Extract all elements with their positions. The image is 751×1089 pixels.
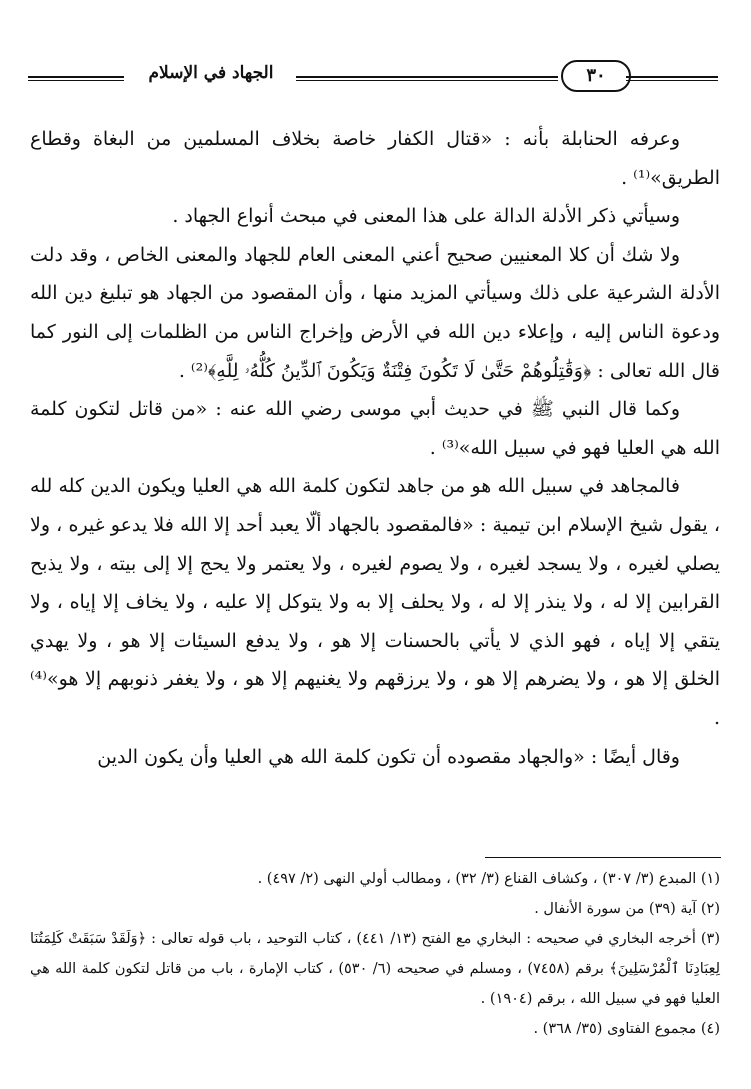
footnotes	[30, 864, 720, 1044]
paragraph: ولا شك أن كلا المعنيين صحيح أعني المعنى العام للجهاد والمعنى الخاص ، وقد دلت الأدلة الشرعية على ذلك وسيأتي المزيد منها ، وأن المقصود من الجهاد هو تبليغ دين الله ودعوة الناس إليه ، وإعلاء دين الله في الأرض وإخراج الناس من الظلمات إلى النور كما قال الله تعالى : ﴿وَقَٰتِلُوهُمْ حَتَّىٰ لَا تَكُونَ فِتْنَةٌ وَيَكُونَ ٱلدِّينُ كُلُّهُۥ لِلَّهِ﴾⁽²⁾ .	[30, 243, 720, 382]
header-rule-middle	[296, 76, 558, 81]
paragraph: وعرفه الحنابلة بأنه : «قتال الكفار خاصة بخلاف المسلمين من البغاة وقطاع الطريق»⁽¹⁾ .	[30, 128, 720, 189]
page-header	[28, 58, 718, 98]
footnote: (٣) أخرجه البخاري في صحيحه : البخاري مع الفتح (١٣/ ٤٤١) ، كتاب التوحيد ، باب قوله تعالى : ﴿وَلَقَدْ سَبَقَتْ كَلِمَتُنَا لِعِبَادِنَا ٱلْمُرْسَلِينَ﴾ برقم (٧٤٥٨) ، ومسلم في صحيحه (٦/ ٥٣٠) ، كتاب الإمارة ، باب من قاتل لتكون كلمة الله هي العليا فهو في سبيل الله ، برقم (١٩٠٤) .	[30, 931, 721, 1007]
header-rule-left	[28, 76, 124, 81]
footnote-separator	[485, 857, 721, 858]
page-number: ٣٠	[561, 60, 631, 92]
paragraph: وسيأتي ذكر الأدلة الدالة على هذا المعنى في مبحث أنواع الجهاد .	[172, 205, 680, 228]
header-rule-right	[626, 76, 718, 81]
footnote: (٢) آية (٣٩) من سورة الأنفال .	[534, 901, 720, 917]
main-text	[30, 120, 720, 776]
paragraph: وقال أيضًا : «والجهاد مقصوده أن تكون كلمة الله هي العليا وأن يكون الدين	[97, 745, 680, 768]
paragraph: وكما قال النبي ﷺ في حديث أبي موسى رضي الله عنه : «من قاتل لتكون كلمة الله هي العليا فهو في سبيل الله»⁽³⁾ .	[30, 398, 720, 459]
paragraph: فالمجاهد في سبيل الله هو من جاهد لتكون كلمة الله هي العليا ويكون الدين كله لله ، يقول شيخ الإسلام ابن تيمية : «فالمقصود بالجهاد ألّا يعبد أحد إلا الله فلا يدعو غيره ، ولا يصلي لغيره ، ولا يسجد لغيره ، ولا يصوم لغيره ، ولا يعتمر ولا يحج إلا إلى بيته ، ولا يذبح القرابين إلا له ، ولا ينذر إلا له ، ولا يحلف إلا به ولا يتوكل إلا عليه ، ولا يخاف إلا إياه ، ولا يتقي إلا إياه ، فهو الذي لا يأتي بالحسنات إلا هو ، ولا يدفع السيئات إلا هو ، ولا يهدي الخلق إلا هو ، ولا يضرهم إلا هو ، ولا يرزقهم ولا يغنيهم إلا هو ، ولا يغفر ذنوبهم إلا هو»⁽⁴⁾ .	[30, 475, 720, 729]
running-title: الجهاد في الإسلام	[148, 63, 274, 83]
footnote: (٤) مجموع الفتاوى (٣٥/ ٣٦٨) .	[533, 1021, 720, 1037]
footnote: (١) المبدع (٣/ ٣٠٧) ، وكشاف القناع (٣/ ٣٢) ، ومطالب أولي النهى (٢/ ٤٩٧) .	[257, 871, 720, 887]
